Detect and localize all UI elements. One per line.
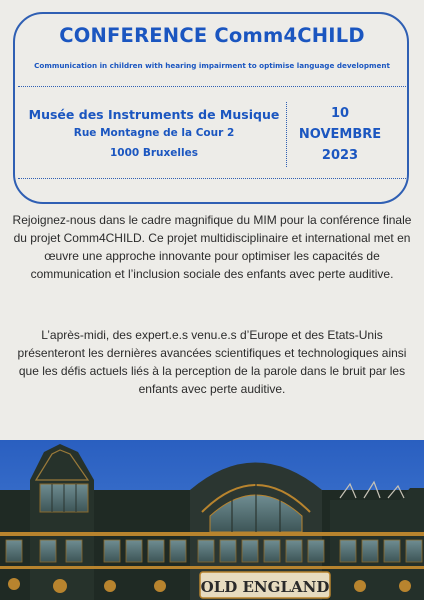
dotted-divider-vertical [286,102,287,167]
conference-title: CONFERENCE Comm4CHILD [59,24,365,47]
event-date [288,103,392,166]
date-month: NOVEMBRE [298,127,382,142]
venue-block [24,106,284,163]
venue-city: 1000 Bruxelles [110,147,198,159]
date-day: 10 [330,106,350,121]
dotted-divider-bottom [18,178,406,179]
building-photo [0,440,424,600]
afternoon-paragraph: L’après-midi, des expert.e.s venu.e.s d’Europe et des Etats-Unis présenteront les dernières avancées scientifiques et technologiques ainsi que les défis actuels liés à la perception de la parole dans le bruit par les enfants avec perte auditive. [17,328,407,396]
dotted-divider-top [18,86,406,87]
intro-paragraph: Rejoignez-nous dans le cadre magnifique du MIM pour la conférence finale du projet Comm4CHILD. Ce projet multidisciplinaire et international met en œuvre une approche innovante pour optimiser les capacités de communication et l’inclusion sociale des enfants avec perte auditive. [12,213,412,281]
conference-subtitle: Communication in children with hearing impairment to optimise language development [34,61,390,70]
sign-text: OLD ENGLAND [200,578,330,596]
venue-name: Musée des Instruments de Musique [28,107,280,122]
venue-street: Rue Montagne de la Cour 2 [73,127,235,139]
left-tower [30,444,94,600]
date-year: 2023 [321,148,359,163]
